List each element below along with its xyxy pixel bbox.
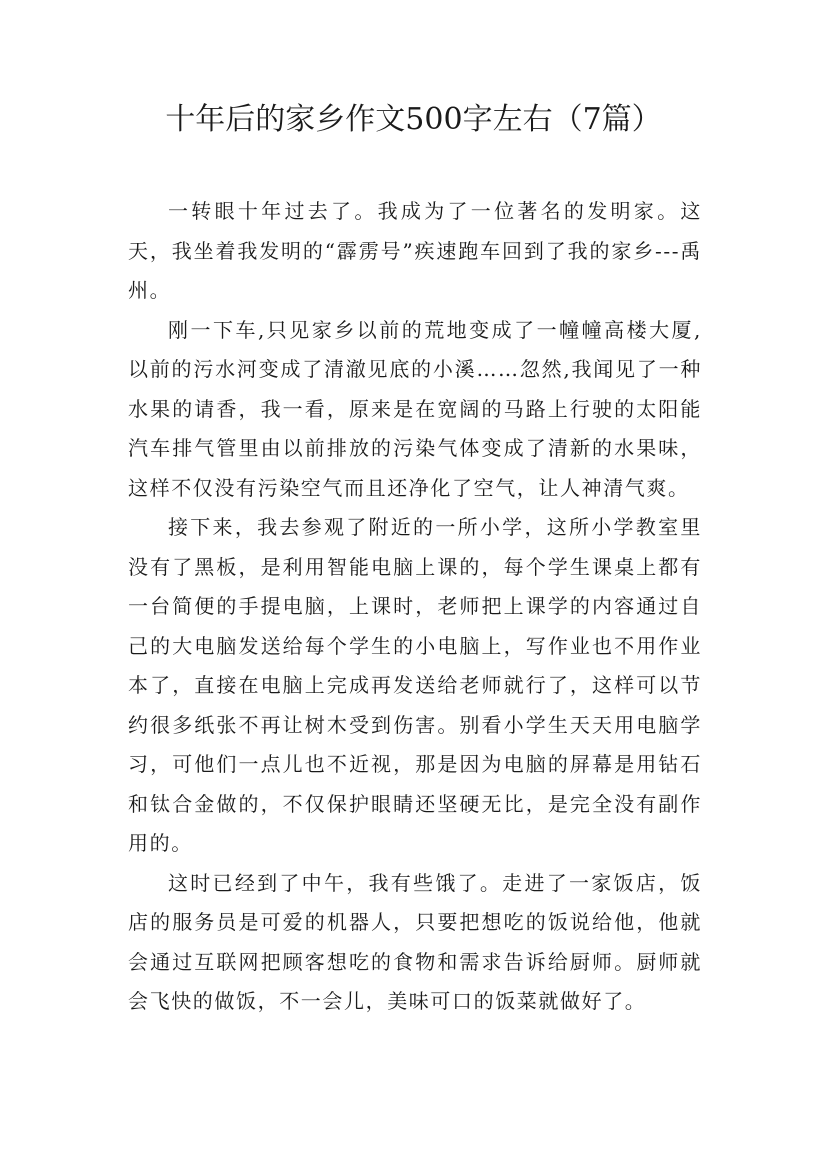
document-body — [128, 192, 702, 1022]
document-title: 十年后的家乡作文500字左右（7篇） — [165, 102, 662, 137]
paragraph-3: 接下来，我去参观了附近的一所小学，这所小学教室里没有了黑板，是利用智能电脑上课的，每个学生课桌上都有一台简便的手提电脑，上课时，老师把上课学的内容通过自己的大电脑发送给每个学生的小电脑上，写作业也不用作业本了，直接在电脑上完成再发送给老师就行了，这样可以节约很多纸张不再让树木受到伤害。别看小学生天天用电脑学习，可他们一点儿也不近视，那是因为电脑的屏幕是用钻石和钛合金做的，不仅保护眼睛还坚硬无比，是完全没有副作用的。 — [128, 515, 702, 855]
paragraph-4: 这时已经到了中午，我有些饿了。走进了一家饭店，饭店的服务员是可爱的机器人，只要把想吃的饭说给他，他就会通过互联网把顾客想吃的食物和需求告诉给厨师。厨师就会飞快的做饭，不一会儿，美味可口的饭菜就做好了。 — [128, 870, 702, 1013]
paragraph-2: 刚一下车,只见家乡以前的荒地变成了一幢幢高楼大厦,以前的污水河变成了清澈见底的小溪……忽然,我闻见了一种水果的请香，我一看，原来是在宽阔的马路上行驶的太阳能汽车排气管里由以前排放的污染气体变成了清新的水果味，这样不仅没有污染空气而且还净化了空气，让人神清气爽。 — [128, 317, 702, 500]
paragraph-1: 一转眼十年过去了。我成为了一位著名的发明家。这天，我坐着我发明的“霹雳号”疾速跑车回到了我的家乡---禹州。 — [128, 199, 702, 302]
